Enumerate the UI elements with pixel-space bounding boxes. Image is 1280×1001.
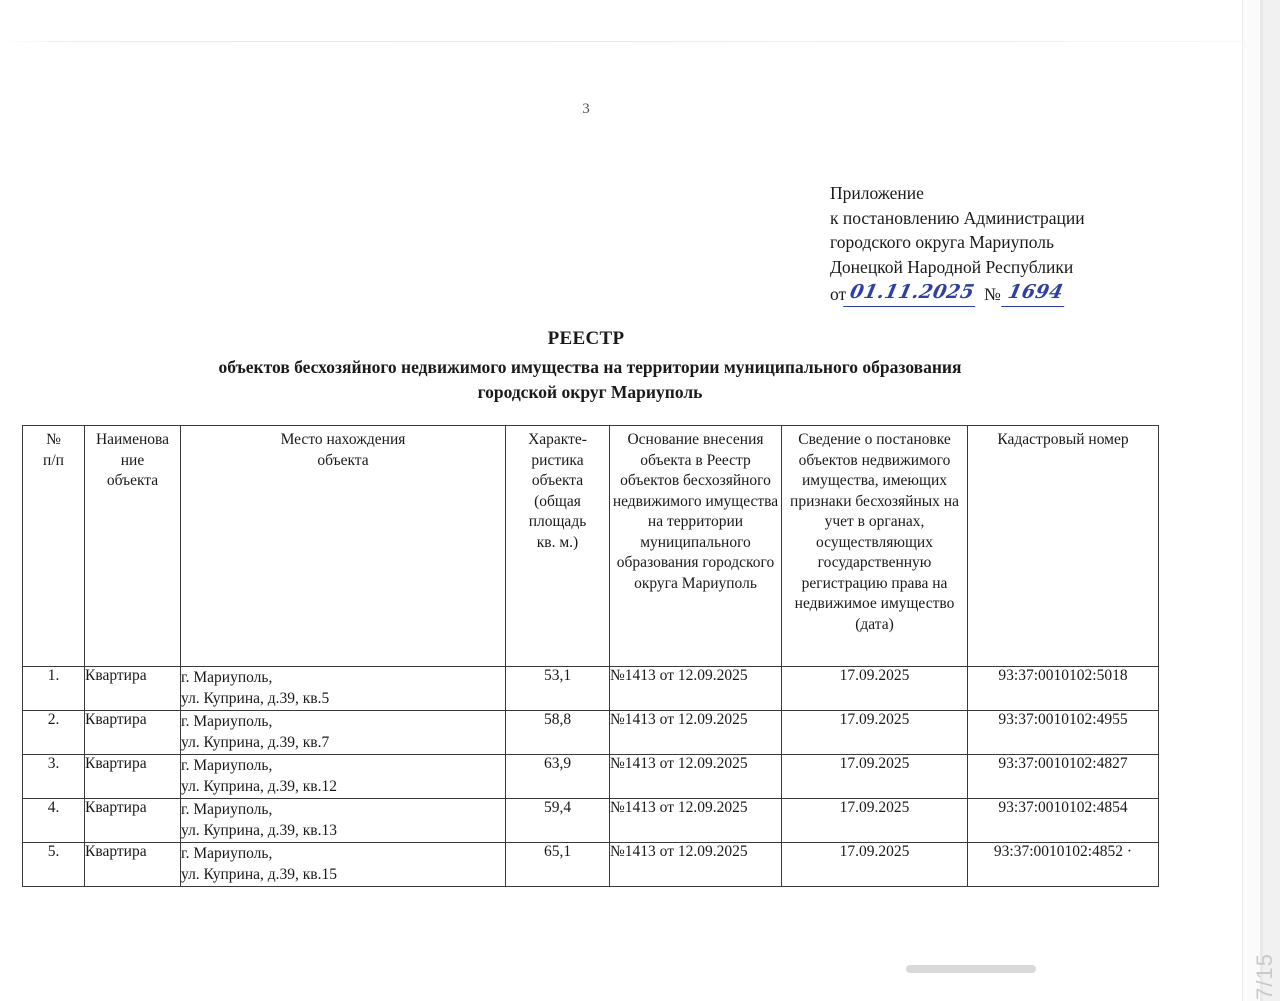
cell-object-name: Квартира (85, 843, 181, 887)
cell-basis: №1413 от 12.09.2025 (610, 711, 782, 755)
cell-area: 58,8 (506, 711, 610, 755)
cell-number: 3. (23, 755, 85, 799)
header-number-l2: п/п (43, 451, 64, 469)
cell-area: 63,9 (506, 755, 610, 799)
header-place-l2: объекта (317, 451, 369, 469)
cell-object-name: Квартира (85, 799, 181, 843)
cell-location-city: г. Мариуполь, (181, 669, 273, 686)
header-registration-info: Сведение о постановке объектов недвижимого имущества, имеющих признаки бесхозяйных на учет в органах, осуществляющих государственную регистрацию права на недвижимое имущество (дата) (782, 426, 968, 667)
cell-location-city: г. Мариуполь, (181, 845, 273, 862)
cell-location-address: ул. Куприна, д.39, кв.5 (181, 690, 330, 707)
cell-location-city: г. Мариуполь, (181, 713, 273, 730)
header-name-l1: Наименова (95, 431, 170, 448)
table-row (23, 799, 1159, 843)
cell-object-name: Квартира (85, 711, 181, 755)
header-cadastral-number: Кадастровый номер (968, 426, 1159, 667)
header-name-l3: объекта (106, 472, 159, 489)
cell-location (181, 755, 506, 799)
cell-cadastral-number: 93:37:0010102:4854 (968, 799, 1159, 843)
cell-basis: №1413 от 12.09.2025 (610, 667, 782, 711)
table-header-row (23, 426, 1159, 667)
appendix-line-4: Донецкой Народной Республики (830, 256, 1074, 277)
cell-registration-date: 17.09.2025 (782, 711, 968, 755)
cell-location-city: г. Мариуполь, (181, 757, 273, 774)
header-basis: Основание внесения объекта в Реестр объектов бесхозяйного недвижимого имущества на территории муниципального образования городского округа Мариуполь (610, 426, 782, 667)
cell-number: 4. (23, 799, 85, 843)
scan-edge-line (0, 41, 1243, 42)
page-number: 3 (582, 101, 590, 117)
appendix-line-1: Приложение (830, 183, 924, 203)
cell-registration-date: 17.09.2025 (782, 667, 968, 711)
vertical-scrollbar-track[interactable] (1242, 0, 1280, 1001)
table-row (23, 755, 1159, 799)
handwritten-date: 01.11.2025 (843, 280, 981, 307)
handwritten-number: 1694 (1001, 280, 1070, 307)
number-symbol: № (984, 284, 1001, 304)
registry-table-body (23, 667, 1159, 887)
cell-area: 53,1 (506, 667, 610, 711)
vertical-scrollbar-groove (1260, 0, 1263, 1001)
header-location (181, 426, 506, 667)
cell-registration-date: 17.09.2025 (782, 843, 968, 887)
cell-area: 59,4 (506, 799, 610, 843)
cell-registration-date: 17.09.2025 (782, 799, 968, 843)
document-title: РЕЕСТР (547, 328, 625, 349)
table-row (23, 843, 1159, 887)
header-char-l2: ристика (531, 451, 584, 469)
cell-object-name: Квартира (85, 755, 181, 799)
header-char-l1: Характе- (528, 431, 587, 448)
cell-location (181, 799, 506, 843)
header-name-l2: ние (120, 451, 145, 469)
cell-cadastral-number: 93:37:0010102:4955 (968, 711, 1159, 755)
table-row (23, 711, 1159, 755)
registry-table (22, 425, 1159, 887)
from-label: от (830, 284, 847, 304)
cell-cadastral-number: 93:37:0010102:4827 (968, 755, 1159, 799)
cell-registration-date: 17.09.2025 (782, 755, 968, 799)
header-number-l1: № (46, 431, 61, 448)
subtitle-line-1: объектов бесхозяйного недвижимого имущества на территории муниципального образования (218, 357, 962, 377)
header-number (23, 426, 85, 667)
cell-cadastral-number: 93:37:0010102:5018 (968, 667, 1159, 711)
cell-number: 5. (23, 843, 85, 887)
document-subtitle (60, 355, 1120, 405)
cell-location-address: ул. Куприна, д.39, кв.15 (181, 866, 337, 883)
number-group (984, 280, 1067, 307)
cell-object-name: Квартира (85, 667, 181, 711)
header-characteristic (506, 426, 610, 667)
cell-location-address: ул. Куприна, д.39, кв.13 (181, 822, 337, 839)
header-char-l3: объекта (531, 472, 584, 489)
cell-location-address: ул. Куприна, д.39, кв.7 (181, 734, 330, 751)
header-object-name (85, 426, 181, 667)
page-indicator: 7/15 (1252, 953, 1277, 1000)
cell-number: 2. (23, 711, 85, 755)
header-place-l1: Место нахождения (280, 431, 406, 448)
subtitle-line-2: городской округ Мариуполь (477, 382, 703, 402)
appendix-line-3: городского округа Мариуполь (830, 232, 1055, 252)
cell-location (181, 711, 506, 755)
cell-area: 65,1 (506, 843, 610, 887)
horizontal-scrollbar-thumb[interactable] (906, 965, 1036, 973)
appendix-line-2: к постановлению Администрации (830, 207, 1085, 228)
appendix-header (830, 181, 1170, 307)
header-char-l5: площадь (528, 513, 587, 530)
cell-cadastral-number: 93:37:0010102:4852 · (968, 843, 1159, 887)
cell-location-address: ул. Куприна, д.39, кв.12 (181, 778, 337, 795)
table-row (23, 667, 1159, 711)
appendix-date-number-row (830, 280, 1170, 307)
cell-basis: №1413 от 12.09.2025 (610, 755, 782, 799)
cell-basis: №1413 от 12.09.2025 (610, 843, 782, 887)
cell-location-city: г. Мариуполь, (181, 801, 273, 818)
cell-location (181, 843, 506, 887)
cell-number: 1. (23, 667, 85, 711)
header-char-l6: кв. м.) (536, 533, 579, 551)
header-char-l4: (общая (534, 492, 581, 510)
vertical-scrollbar-thumb[interactable] (1243, 0, 1260, 1001)
cell-location (181, 667, 506, 711)
cell-basis: №1413 от 12.09.2025 (610, 799, 782, 843)
